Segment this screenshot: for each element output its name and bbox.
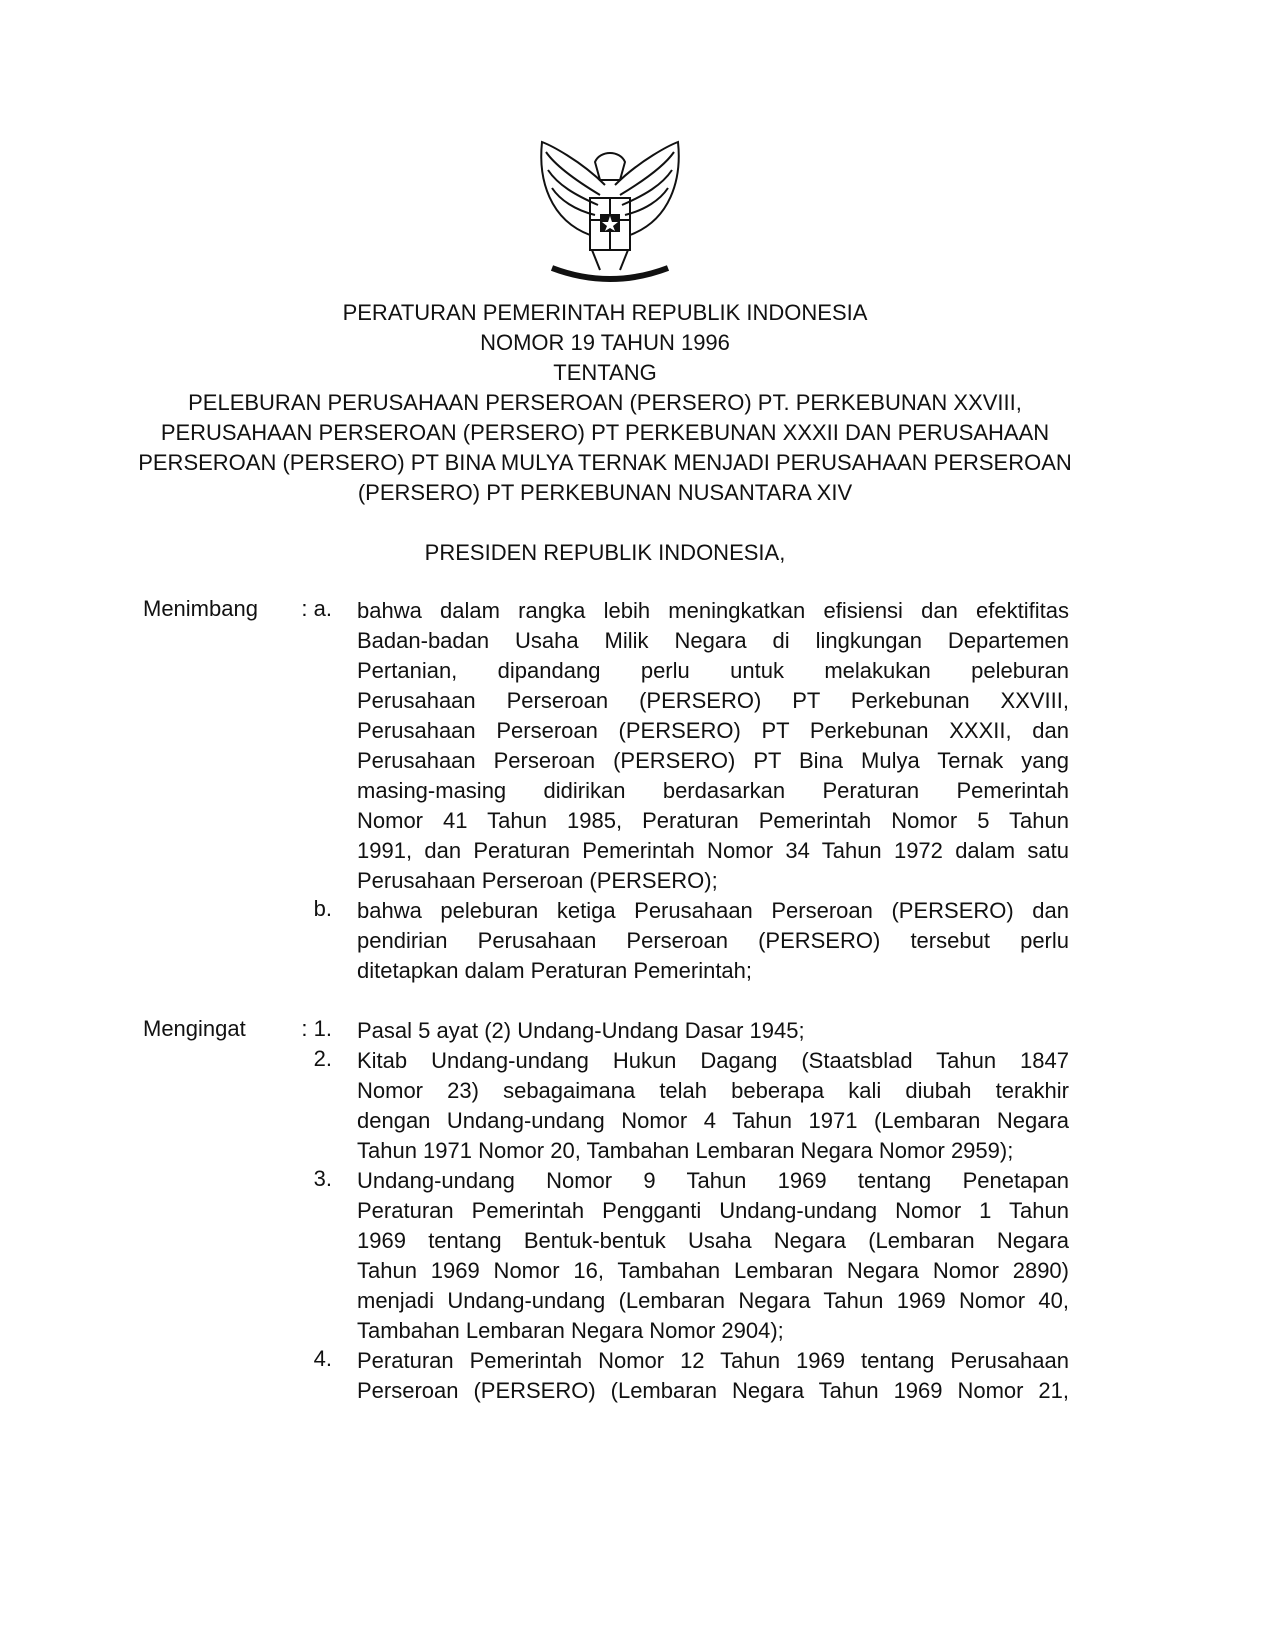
title-line: PERUSAHAAN PERSEROAN (PERSERO) PT PERKEBUNAN XXXII DAN PERUSAHAAN [160,420,1050,445]
text-line: masing-masing didirikan berdasarkan Peraturan Pemerintah [357,778,1069,803]
item-text [357,1346,1069,1406]
text-line: menjadi Undang-undang (Lembaran Negara Tahun 1969 Nomor 40, [357,1288,1069,1313]
title-line: PERATURAN PEMERINTAH REPUBLIK INDONESIA [342,300,868,325]
section-label: Mengingat [143,1016,246,1041]
item-text [357,596,1069,896]
item-text [357,1016,1069,1046]
item-marker: : 1. [301,1016,332,1041]
text-line: Perseroan (PERSERO) (Lembaran Negara Tahun 1969 Nomor 21, [357,1378,1069,1403]
text-line: dengan Undang-undang Nomor 4 Tahun 1971 (Lembaran Negara [357,1108,1069,1133]
text-line: Peraturan Pemerintah Pengganti Undang-undang Nomor 1 Tahun [357,1198,1069,1223]
text-line: 1969 tentang Bentuk-bentuk Usaha Negara (Lembaran Negara [357,1228,1069,1253]
text-line: Tahun 1969 Nomor 16, Tambahan Lembaran Negara Nomor 2890) [357,1258,1069,1283]
item-text [357,1166,1069,1346]
text-line: Tahun 1971 Nomor 20, Tambahan Lembaran Negara Nomor 2959); [357,1138,1014,1163]
title-line: PERSEROAN (PERSERO) PT BINA MULYA TERNAK MENJADI PERUSAHAAN PERSEROAN [138,450,1072,475]
text-line: Nomor 23) sebagaimana telah beberapa kali diubah terakhir [357,1078,1069,1103]
text-line: Pasal 5 ayat (2) Undang-Undang Dasar 1945; [357,1018,805,1043]
item-marker: : a. [301,596,332,621]
item-marker: b. [313,896,332,921]
text-line: pendirian Perusahaan Perseroan (PERSERO) tersebut perlu [357,928,1069,953]
item-marker: 3. [313,1166,332,1191]
item-marker: 2. [313,1046,332,1071]
title-line: TENTANG [553,360,657,385]
text-line: Perusahaan Perseroan (PERSERO) PT Perkebunan XXVIII, [357,688,1069,713]
text-line: Perusahaan Perseroan (PERSERO) PT Perkebunan XXXII, dan [357,718,1069,743]
text-line: Tambahan Lembaran Negara Nomor 2904); [357,1318,784,1343]
text-line: Perusahaan Perseroan (PERSERO) PT Bina Mulya Ternak yang [357,748,1069,773]
text-line: Pertanian, dipandang perlu untuk melakukan peleburan [357,658,1069,683]
document-title [0,298,1210,568]
item-marker: 4. [313,1346,332,1371]
text-line: Peraturan Pemerintah Nomor 12 Tahun 1969 tentang Perusahaan [357,1348,1069,1373]
text-line: Undang-undang Nomor 9 Tahun 1969 tentang Penetapan [357,1168,1069,1193]
item-text [357,1046,1069,1166]
title-line: (PERSERO) PT PERKEBUNAN NUSANTARA XIV [357,480,853,505]
title-line: NOMOR 19 TAHUN 1996 [480,330,730,355]
text-line: bahwa dalam rangka lebih meningkatkan efisiensi dan efektifitas [357,598,1069,623]
text-line: 1991, dan Peraturan Pemerintah Nomor 34 Tahun 1972 dalam satu [357,838,1069,863]
item-text [357,896,1069,986]
text-line: Nomor 41 Tahun 1985, Peraturan Pemerintah Nomor 5 Tahun [357,808,1069,833]
president-heading: PRESIDEN REPUBLIK INDONESIA, [424,540,786,565]
garuda-emblem [530,140,690,300]
text-line: Perusahaan Perseroan (PERSERO); [357,868,718,893]
section-label: Menimbang [143,596,258,621]
text-line: Kitab Undang-undang Hukun Dagang (Staatsblad Tahun 1847 [357,1048,1069,1073]
title-line: PELEBURAN PERUSAHAAN PERSEROAN (PERSERO) PT. PERKEBUNAN XXVIII, [188,390,1022,415]
text-line: Badan-badan Usaha Milik Negara di lingkungan Departemen [357,628,1069,653]
text-line: bahwa peleburan ketiga Perusahaan Perseroan (PERSERO) dan [357,898,1069,923]
text-line: ditetapkan dalam Peraturan Pemerintah; [357,958,753,983]
